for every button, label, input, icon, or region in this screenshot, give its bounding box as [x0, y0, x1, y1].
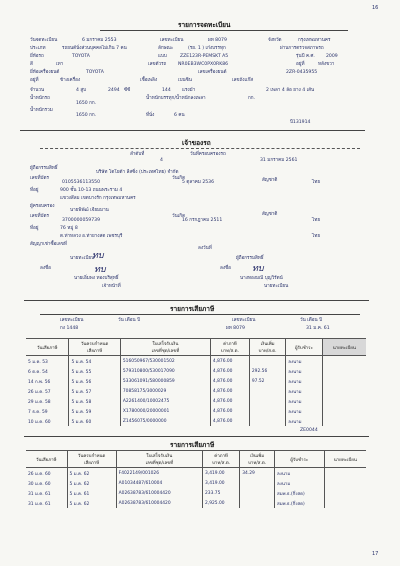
table-cell: A02638783/610004420: [116, 488, 202, 498]
table-cell: [240, 488, 275, 498]
chassis-location: หลังขวา: [318, 62, 335, 67]
table-cell: 4,876.00: [210, 396, 249, 406]
officer-title: เจ้าหน้าที่: [102, 284, 121, 289]
dashed-divider: [40, 148, 360, 149]
table-cell: [322, 376, 366, 386]
table-cell: [324, 468, 366, 479]
officer-name: นายเอิ่มพง ทองบริสุทธิ์: [74, 276, 119, 281]
table-cell: 5 ม.ค. 54: [69, 356, 120, 367]
table-cell: 292.56: [249, 366, 285, 376]
column-header: นายทะเบียน: [324, 451, 366, 468]
table-cell: 5 ม.ค. 58: [69, 396, 120, 406]
table-cell: Z1456075/0000000: [120, 416, 210, 426]
table-cell: 70858175/3000029: [120, 386, 210, 396]
field-label: น้ำหนักรวม: [30, 108, 53, 113]
table-cell: 5 ม.ค. 59: [69, 406, 120, 416]
field-label: เชื้อเพลิง: [140, 78, 158, 83]
table-row: [26, 416, 366, 426]
table-cell: 233.75: [203, 488, 240, 498]
table-cell: 6 ต.ค. 54: [28, 369, 48, 375]
table-row: [26, 396, 366, 406]
table-row: [26, 406, 366, 416]
table-header: [26, 339, 366, 356]
field-label: ที่นั่ง: [146, 113, 155, 118]
owner-name: บริษัท โตโยต้า ลีสซิ่ง (ประเทศไทย) จำกัด: [96, 170, 179, 175]
table-cell: [249, 396, 285, 406]
table-cell: 5 ม.ค. 61: [67, 488, 116, 498]
column-header: ค่าภาษี บาท/ส.ต.: [203, 451, 240, 468]
engine-cc: 2494: [108, 88, 120, 93]
field-label: ประเภท: [30, 46, 46, 51]
table-cell: 5 ม.ค. 62: [67, 498, 116, 508]
table-row: [26, 488, 366, 498]
table-cell: ลงนาม: [286, 396, 322, 406]
table-row: [26, 498, 366, 508]
field-label: น้ำหนักบรรทุก/น้ำหนักลงเพลา: [146, 96, 206, 101]
table-cell: 14 ก.พ. 56: [28, 379, 51, 385]
plate-number: ผท 8079: [226, 326, 245, 331]
table-cell: ลงนาม: [286, 376, 322, 386]
car-brand: TOYOTA: [72, 54, 90, 59]
table-cell: 10 ม.ค. 60: [28, 419, 51, 425]
table-row: [26, 478, 366, 488]
field-label: ที่อยู่: [30, 188, 39, 193]
seat-count: 6 คน: [174, 113, 185, 118]
vehicle-type: รถยนต์นั่งส่วนบุคคลไม่เกิน 7 คน: [62, 46, 127, 51]
column-header: ใบเสร็จรับเงิน เลขที่ชุด/เลขที่: [116, 451, 202, 468]
table-cell: [324, 488, 366, 498]
table-cell: [249, 356, 285, 367]
table-cell: 4,876.00: [210, 386, 249, 396]
horsepower: 144: [162, 88, 171, 93]
page-number-top: 16: [372, 5, 379, 11]
table-cell: [322, 396, 366, 406]
registrar-title: นายทะเบียน: [264, 284, 289, 289]
table-cell: A01034487/610004: [116, 478, 202, 488]
field-label: ซีซี: [124, 88, 131, 93]
table-cell: 5 ม.ค. 62: [67, 478, 116, 488]
table-cell: ลงนาม: [286, 386, 322, 396]
holder-address: 76 หมู่ 8: [60, 226, 78, 231]
table-row: [26, 356, 366, 367]
field-label: ยี่ห้อรถ: [30, 54, 44, 59]
field-label: น้ำหนักรถ: [30, 96, 50, 101]
inspection-status: ผ่านการตรวจสภาพรถ: [280, 46, 324, 51]
field-label: วันที่ครอบครองรถ: [190, 152, 226, 157]
field-label: แรงม้า: [182, 88, 196, 93]
field-label: เลขที่บัตร: [30, 214, 49, 219]
table-cell: ลงนาม: [286, 356, 322, 367]
field-label: ลงชื่อ: [220, 266, 231, 271]
column-header: เงินเพิ่ม บาท/ส.ต.: [249, 339, 285, 356]
table-cell: [322, 406, 366, 416]
field-label: สัญชาติ: [262, 212, 278, 217]
owner-address-2: แขวงสีลม เขตบางรัก กรุงเทพมหานคร: [60, 196, 136, 201]
table-cell: X1780000/20000001: [120, 406, 210, 416]
owner-id: 0105536113550: [62, 180, 100, 185]
column-header: วันครบกำหนด เสียภาษี: [67, 451, 116, 468]
table-cell: 26 ม.ค. 57: [28, 389, 51, 395]
footer-stamp: ZE0044: [300, 428, 318, 433]
table-cell: [249, 386, 285, 396]
table-cell: 4,876.00: [210, 376, 249, 386]
table-cell: 5 ม.ค. 60: [69, 416, 120, 426]
table-cell: [322, 386, 366, 396]
possession-date: 31 มกราคม 2561: [260, 158, 298, 163]
province: กรุงเทพมหานคร: [298, 38, 331, 43]
table-cell: 5 ม.ค. 62: [67, 468, 116, 479]
field-label: ลักษณะ: [158, 46, 174, 51]
table-cell: ลงนาม: [286, 416, 322, 426]
registrar-signature-2: ทบ: [252, 264, 264, 274]
column-header: ใบเสร็จรับเงิน เลขที่ชุด/เลขที่: [120, 339, 210, 356]
tax-title: รายการเสียภาษี: [170, 305, 215, 313]
column-header: วันเสียภาษี: [26, 451, 67, 468]
section-divider: [24, 436, 369, 437]
owner-address: 900 ชั้น 10-13 ถนนพระราม 4: [60, 188, 123, 193]
holder-birth: 16 กรกฎาคม 2511: [182, 218, 223, 223]
field-label: ลงชื่อ: [40, 266, 51, 271]
column-header: วันเสียภาษี: [26, 339, 69, 356]
column-header: เงินเพิ่ม บาท/ส.ต.: [240, 451, 275, 468]
registrar-name: นางทองมณี บุญวิรัตน์: [240, 276, 283, 281]
table-cell: [249, 406, 285, 416]
field-label: สี: [30, 62, 33, 67]
table-cell: 4,876.00: [210, 366, 249, 376]
field-label: ที่อยู่: [30, 226, 39, 231]
car-color: เทา: [56, 62, 64, 67]
field-label: รุ่นปี ค.ศ.: [296, 54, 315, 59]
section-divider: [24, 300, 369, 301]
table-cell: 4,876.00: [210, 416, 249, 426]
column-header: วันครบกำหนด เสียภาษี: [69, 339, 120, 356]
page-number-bottom: 17: [372, 551, 379, 557]
divider: [40, 314, 360, 315]
divider: [100, 30, 348, 31]
holder-nationality-2: ไทย: [312, 234, 321, 239]
table-cell: A2261400/10002475: [120, 396, 210, 406]
field-label: ผู้ครอบครอง: [30, 204, 55, 209]
table-row: [26, 366, 366, 376]
vehicle-weight: 1650 กก.: [76, 101, 97, 106]
tax-title-2: รายการเสียภาษี: [170, 441, 215, 449]
owner-birth: 5 ตุลาคม 2536: [182, 180, 215, 185]
field-label: ลำดับที่: [130, 152, 145, 157]
table-cell: 533061091/580000859: [120, 376, 210, 386]
field-label: จำนวน: [30, 88, 45, 93]
field-label: นายทะเบียน: [70, 256, 95, 261]
field-label: ผู้ถือกรรมสิทธิ์: [30, 166, 58, 171]
table-cell: 7 ธ.ค. 59: [28, 409, 48, 415]
table-cell: 4,876.00: [210, 406, 249, 416]
table-cell: 516050967/530001502: [120, 356, 210, 367]
table-cell: 5 ม.ค. 53: [28, 359, 48, 365]
plate-number: ผท 8079: [208, 38, 227, 43]
column-header: นายทะเบียน: [322, 339, 366, 356]
table-cell: ลงนาม: [286, 406, 322, 416]
table-edge: [26, 466, 27, 546]
registration-stamp: ปี131914: [290, 120, 311, 125]
table-cell: ลงนาม: [275, 478, 325, 488]
table-cell: 2,925.00: [203, 498, 240, 508]
field-label: สัญญาเช่าซื้อเลขที่: [30, 242, 67, 247]
table-cell: 26 ม.ค. 60: [28, 471, 51, 477]
field-label: เลขทะเบียน: [160, 38, 184, 43]
owner-order: 4: [160, 158, 163, 163]
cylinders: 4 สูบ: [76, 88, 87, 93]
table-cell: 34.29: [240, 468, 275, 479]
registrar-signature: ทบ: [92, 251, 104, 261]
table-cell: [324, 478, 366, 488]
holder-nationality: ไทย: [312, 218, 321, 223]
table-row: [26, 376, 366, 386]
table-cell: 31 ม.ค. 61: [28, 491, 51, 497]
car-model: ZZE123R-PEMSKT A5: [180, 54, 229, 59]
chassis-number: NR0EB3WC0PX0RK86: [178, 62, 229, 67]
holder-address-2: ต.ท่าหลวง อ.ท่ายางสต เพชรบุรี: [60, 234, 123, 239]
field-label: อยู่ที่: [296, 62, 305, 67]
gross-weight: 1650 กก.: [76, 113, 97, 118]
table-cell: [324, 498, 366, 508]
field-label: วันเกิด: [172, 214, 186, 219]
model-year: 2009: [326, 54, 338, 59]
field-label: วันจดทะเบียน: [30, 38, 58, 43]
table-cell: 579310800/530017090: [120, 366, 210, 376]
table-cell: ลงนาม: [286, 366, 322, 376]
table-cell: [249, 416, 285, 426]
tax-table-2: [26, 450, 366, 508]
field-label: เลขถังแก๊ส: [232, 78, 254, 83]
table-header: [26, 451, 366, 468]
field-label: กก.: [248, 96, 256, 101]
table-cell: [322, 416, 366, 426]
table-cell: 4,876.00: [210, 356, 249, 367]
registration-date: 6 มกราคม 2553: [82, 38, 117, 43]
owner-title: เจ้าของรถ: [182, 139, 211, 147]
field-label: ผู้ถือกรรมสิทธิ์: [236, 256, 264, 261]
field-label: จังหวัด: [268, 38, 282, 43]
tax-table-1: [26, 338, 366, 426]
holder-name: นายพิพัฒ์ เจียมมาน: [70, 208, 109, 213]
column-header: ผู้รับชำระ: [286, 339, 322, 356]
field-label: วัน เดือน ปี: [118, 318, 141, 323]
engine-brand: TOYOTA: [86, 70, 104, 75]
column-header: ผู้รับชำระ: [275, 451, 325, 468]
field-label: เลขตัวรถ: [148, 62, 167, 67]
table-cell: A02638783/610004420: [116, 498, 202, 508]
engine-number: 2ZR-0435955: [286, 70, 318, 75]
table-cell: 5 ม.ค. 57: [69, 386, 120, 396]
plate-change-date: 31 ม.ค. 61: [306, 326, 330, 331]
field-label: เลขทะเบียน: [232, 318, 256, 323]
table-cell: F4022149/001026: [116, 468, 202, 479]
field-label: เลขทะเบียน: [60, 318, 84, 323]
table-cell: 3,419.00: [203, 468, 240, 479]
table-cell: 5 ม.ค. 56: [69, 376, 120, 386]
table-cell: [322, 356, 366, 367]
section-divider: [20, 130, 365, 131]
table-cell: [322, 366, 366, 376]
column-header: ค่าภาษี บาท/ส.ต.: [210, 339, 249, 356]
engine-location: ข้างเครื่อง: [60, 78, 81, 83]
registration-title: รายการจดทะเบียน: [178, 21, 231, 29]
table-row: [26, 468, 366, 479]
field-label: วันเกิด: [172, 176, 186, 181]
holder-id: 3700000059739: [62, 218, 100, 223]
table-cell: สมพ.ธ.(กึ่งสด): [275, 498, 325, 508]
field-label: ลงวันที่: [198, 246, 212, 251]
fuel-type: เบนซิน: [178, 78, 192, 83]
table-cell: 30 ม.ค. 60: [28, 481, 51, 487]
vehicle-style: (รย. 1 ) เก๋งบรรทุก: [188, 46, 226, 51]
table-row: [26, 386, 366, 396]
table-cell: 29 ม.ค. 58: [28, 399, 51, 405]
table-cell: 97.52: [249, 376, 285, 386]
field-label: สัญชาติ: [262, 178, 278, 183]
field-label: ยี่ห้อเครื่องยนต์: [30, 70, 60, 75]
table-cell: ลงนาม: [275, 468, 325, 479]
axle-note: 2 เพลา 4 ล้อ ยาง 4 เส้น: [266, 88, 315, 93]
table-cell: สมพ.ธ.(กึ่งสด): [275, 488, 325, 498]
owner-nationality: ไทย: [312, 180, 321, 185]
previous-plate: กง 1448: [60, 326, 79, 331]
table-cell: 31 ม.ค. 61: [28, 501, 51, 507]
table-cell: [240, 478, 275, 488]
officer-signature: ทบ: [94, 265, 106, 275]
table-cell: 5 ม.ค. 55: [69, 366, 120, 376]
field-label: เลขที่บัตร: [30, 176, 49, 181]
field-label: เลขเครื่องยนต์: [198, 70, 227, 75]
table-cell: [240, 498, 275, 508]
field-label: แบบ: [158, 54, 167, 59]
table-cell: 3,419.00: [203, 478, 240, 488]
field-label: อยู่ที่: [30, 78, 39, 83]
field-label: วัน เดือน ปี: [300, 318, 323, 323]
